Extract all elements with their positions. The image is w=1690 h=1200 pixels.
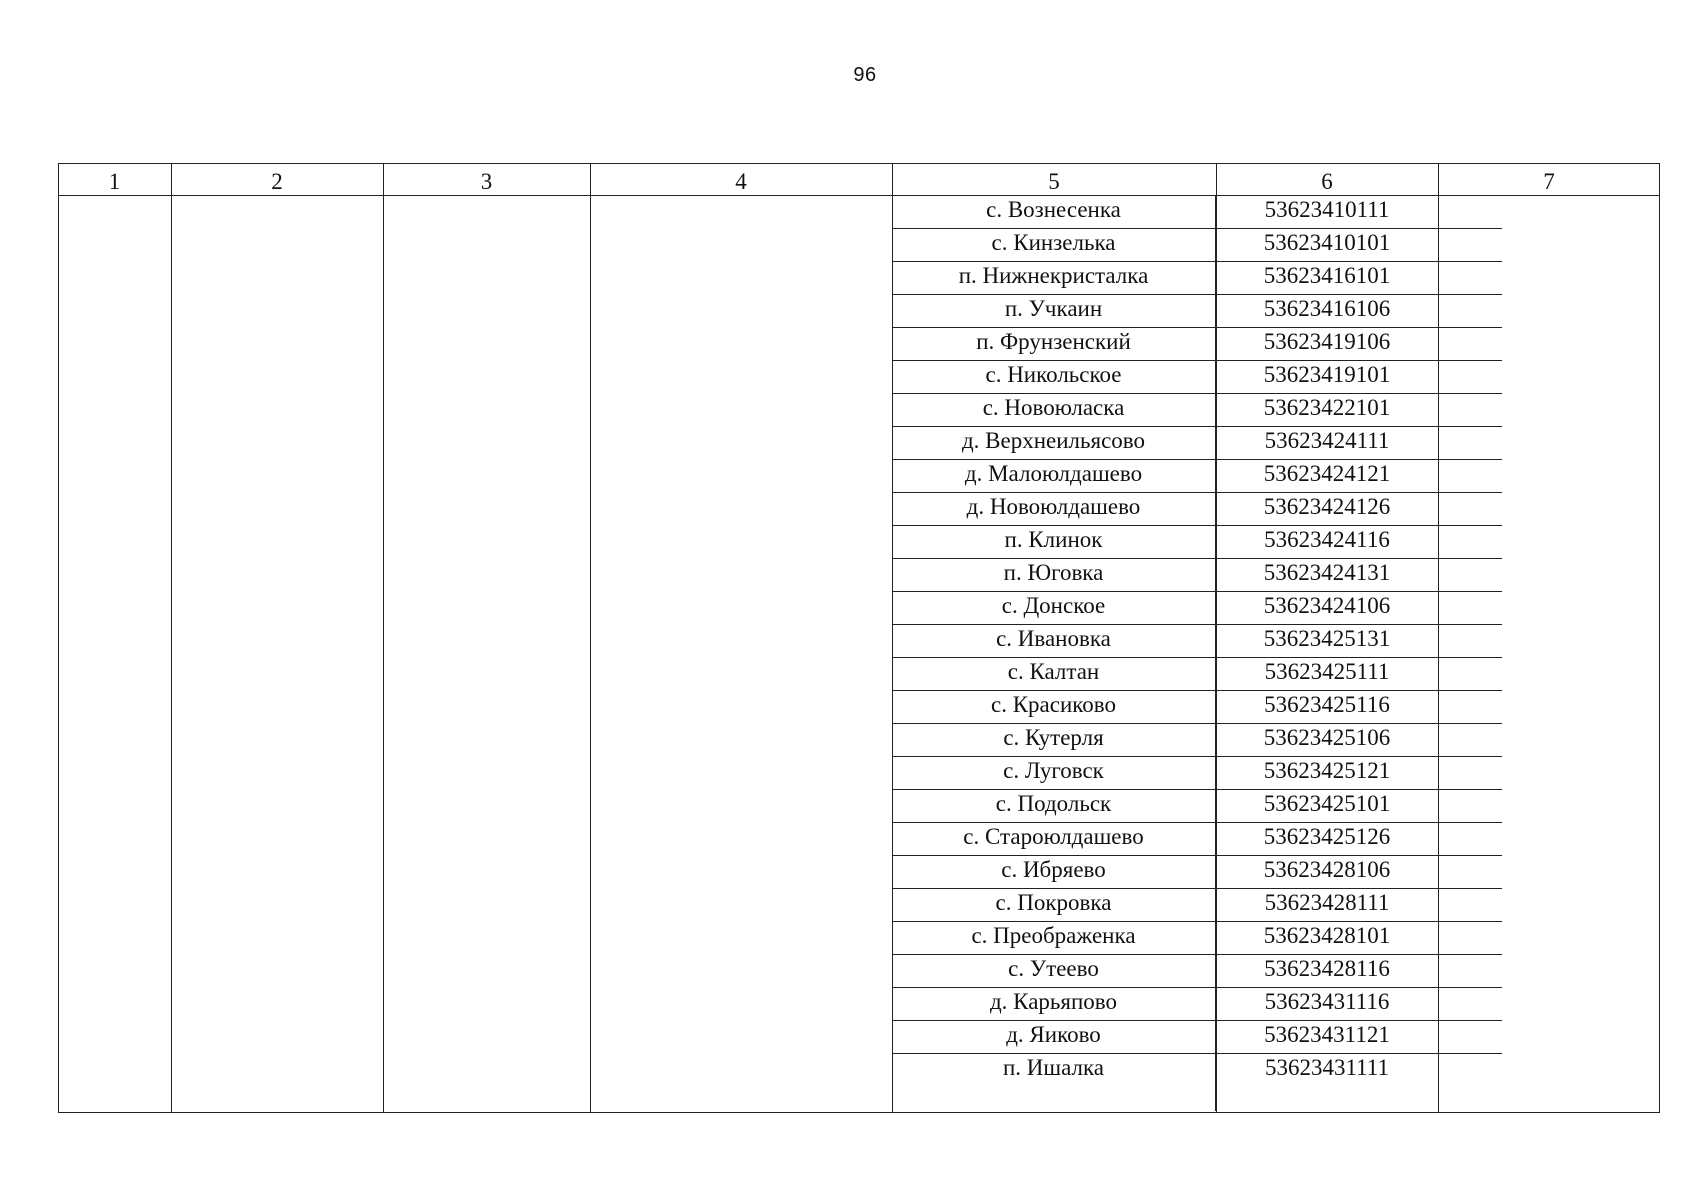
table-row <box>892 592 1502 625</box>
table-row <box>892 823 1502 856</box>
settlement-name-cell: с. Донское <box>892 592 1216 624</box>
oktmo-code-cell: 53623419101 <box>1263 362 1391 387</box>
settlement-name-cell: п. Учкаин <box>892 295 1216 327</box>
table-row <box>892 394 1502 427</box>
table-row <box>892 988 1502 1021</box>
column-header-4: 4 <box>735 169 747 194</box>
table-row <box>892 460 1502 493</box>
oktmo-code-cell: 53623424131 <box>1263 560 1391 585</box>
table-border-left <box>58 163 59 1113</box>
table-row <box>892 691 1502 724</box>
table-border-bottom <box>58 1112 1660 1113</box>
table-row <box>892 889 1502 922</box>
settlement-name-cell: с. Луговск <box>892 757 1216 789</box>
settlement-name-cell: с. Подольск <box>892 790 1216 822</box>
table-row <box>892 955 1502 988</box>
settlement-name-cell: д. Яиково <box>892 1021 1216 1053</box>
oktmo-code-cell: 53623424116 <box>1264 527 1390 552</box>
table-row <box>892 196 1502 229</box>
oktmo-code-cell: 53623424126 <box>1263 494 1391 519</box>
table-row <box>892 922 1502 955</box>
table-row <box>892 427 1502 460</box>
column-header-5: 5 <box>1048 169 1060 194</box>
table-row <box>892 361 1502 394</box>
table-row <box>892 328 1502 361</box>
settlement-name-cell: д. Верхнеильясово <box>892 427 1216 459</box>
settlement-name-cell: с. Кутерля <box>892 724 1216 756</box>
column-header-6: 6 <box>1321 169 1333 194</box>
table-row <box>892 229 1502 262</box>
oktmo-code-cell: 53623428111 <box>1264 890 1390 915</box>
page-number: 96 <box>853 64 877 86</box>
column-divider <box>383 163 384 1113</box>
settlement-name-cell: п. Клинок <box>892 526 1216 558</box>
table-row <box>892 493 1502 526</box>
settlement-name-cell: с. Покровка <box>892 889 1216 921</box>
settlement-name-cell: с. Староюлдашево <box>892 823 1216 855</box>
settlement-name-cell: с. Калтан <box>892 658 1216 690</box>
oktmo-code-cell: 53623425101 <box>1263 791 1391 816</box>
oktmo-code-cell: 53623428106 <box>1263 857 1391 882</box>
oktmo-code-cell: 53623425116 <box>1264 692 1390 717</box>
oktmo-code-cell: 53623425111 <box>1264 659 1390 684</box>
table-row <box>892 526 1502 559</box>
oktmo-code-cell: 53623424111 <box>1264 428 1390 453</box>
settlement-name-cell: с. Красиково <box>892 691 1216 723</box>
oktmo-code-cell: 53623424121 <box>1263 461 1391 486</box>
column-header-2: 2 <box>271 169 283 194</box>
settlement-name-cell: с. Новоюласка <box>892 394 1216 426</box>
settlement-name-cell: с. Никольское <box>892 361 1216 393</box>
oktmo-code-cell: 53623410111 <box>1264 197 1390 222</box>
oktmo-code-cell: 53623416101 <box>1263 263 1391 288</box>
settlement-name-cell: д. Карьяпово <box>892 988 1216 1020</box>
table-body <box>892 196 1502 1111</box>
oktmo-code-cell: 53623428116 <box>1264 956 1390 981</box>
column-header-1: 1 <box>108 169 121 194</box>
oktmo-code-cell: 53623431111 <box>1265 1055 1389 1080</box>
settlement-name-cell: п. Юговка <box>892 559 1216 591</box>
settlement-name-cell: с. Кинзелька <box>892 229 1216 261</box>
settlement-name-cell: д. Малоюлдашево <box>892 460 1216 492</box>
settlement-name-cell: с. Ивановка <box>892 625 1216 657</box>
settlements-table <box>58 163 1660 1113</box>
table-row <box>892 790 1502 823</box>
settlement-name-cell: п. Фрунзенский <box>892 328 1216 360</box>
settlement-name-cell: с. Ибряево <box>892 856 1216 888</box>
table-row <box>892 625 1502 658</box>
oktmo-code-cell: 53623410101 <box>1263 230 1391 255</box>
column-divider <box>590 163 591 1113</box>
settlement-name-cell: д. Новоюлдашево <box>892 493 1216 525</box>
oktmo-code-cell: 53623419106 <box>1263 329 1391 354</box>
settlement-name-cell: с. Вознесенка <box>892 196 1216 228</box>
table-row <box>892 1054 1502 1111</box>
oktmo-code-cell: 53623416106 <box>1263 296 1391 321</box>
oktmo-code-cell: 53623425121 <box>1263 758 1391 783</box>
oktmo-code-cell: 53623428101 <box>1263 923 1391 948</box>
oktmo-code-cell: 53623431116 <box>1264 989 1390 1014</box>
settlement-name-cell: с. Преображенка <box>892 922 1216 954</box>
table-row <box>892 757 1502 790</box>
column-header-7: 7 <box>1543 169 1555 194</box>
oktmo-code-cell: 53623431121 <box>1264 1022 1390 1047</box>
oktmo-code-cell: 53623425131 <box>1263 626 1391 651</box>
table-border-right <box>1659 163 1660 1113</box>
oktmo-code-cell: 53623425106 <box>1263 725 1391 750</box>
table-row <box>892 262 1502 295</box>
settlement-name-cell: п. Ишалка <box>892 1054 1216 1111</box>
oktmo-code-cell: 53623424106 <box>1263 593 1391 618</box>
column-divider <box>171 163 172 1113</box>
table-row <box>892 559 1502 592</box>
settlement-name-cell: с. Утеево <box>892 955 1216 987</box>
oktmo-code-cell: 53623422101 <box>1263 395 1391 420</box>
oktmo-code-cell: 53623425126 <box>1263 824 1391 849</box>
table-row <box>892 658 1502 691</box>
table-row <box>892 1021 1502 1054</box>
settlement-name-cell: п. Нижнекристалка <box>892 262 1216 294</box>
column-header-3: 3 <box>480 169 493 194</box>
table-row <box>892 856 1502 889</box>
table-row <box>892 295 1502 328</box>
table-row <box>892 724 1502 757</box>
